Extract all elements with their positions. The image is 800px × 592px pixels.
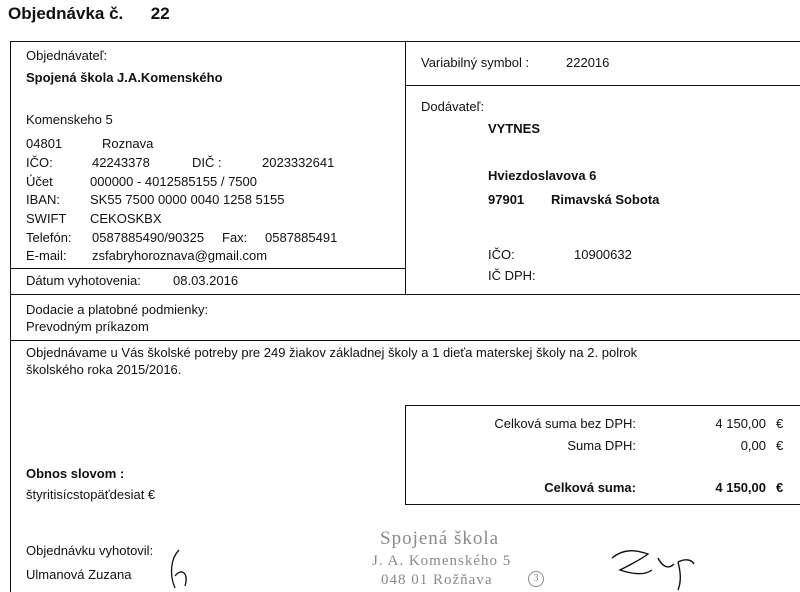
supplier-ico-label: IČO: (488, 247, 515, 262)
total-label: Celková suma: (544, 480, 636, 495)
title-label: Objednávka č. (8, 4, 124, 23)
currency-2: € (776, 438, 784, 453)
conditions-bottom (10, 340, 800, 341)
amount-words-label: Obnos slovom : (26, 466, 125, 481)
vertical-divider (405, 41, 406, 294)
issued-by-name: Ulmanová Zuzana (26, 567, 132, 582)
total-value: 4 150,00 (715, 480, 766, 495)
date-value: 08.03.2016 (173, 273, 239, 288)
signature-approver (608, 540, 704, 592)
totals-box-left (405, 405, 406, 505)
order-number: 22 (150, 4, 170, 23)
vat-label: Suma DPH: (567, 438, 636, 453)
customer-email: zsfabryhoroznava@gmail.com (92, 248, 268, 263)
customer-account-label: Účet (26, 174, 53, 189)
stamp-line2: J. A. Komenského 5 (372, 553, 512, 569)
customer-swift: CEKOSKBX (90, 211, 162, 226)
total-without-vat-value: 4 150,00 (715, 416, 766, 431)
date-divider (10, 268, 405, 269)
customer-fax-label: Fax: (222, 230, 248, 245)
customer-dic-label: DIČ : (192, 155, 222, 170)
customer-phone-label: Telefón: (26, 230, 72, 245)
totals-box-top (405, 405, 800, 406)
customer-swift-label: SWIFT (26, 211, 67, 226)
document-title (8, 4, 170, 24)
supplier-bottom (405, 294, 800, 295)
supplier-ico: 10900632 (574, 247, 632, 262)
supplier-street: Hviezdoslavova 6 (488, 168, 597, 183)
supplier-icdph-label: IČ DPH: (488, 268, 536, 283)
varsym-divider (405, 85, 800, 86)
customer-street: Komenskeho 5 (26, 112, 113, 127)
stamp-mark: 3 (528, 571, 544, 587)
currency-1: € (776, 416, 784, 431)
customer-zip: 04801 (26, 136, 63, 151)
order-text-line1: Objednávame u Vás školské potreby pre 249 žiakov základnej školy a 1 dieťa materskej školy na 2. polrok (26, 345, 638, 360)
customer-iban: SK55 7500 0000 0040 1258 5155 (90, 192, 285, 207)
customer-ico-label: IČO: (26, 155, 53, 170)
totals-box-bottom (405, 504, 800, 505)
supplier-zip: 97901 (488, 192, 525, 207)
customer-fax: 0587885491 (265, 230, 338, 245)
customer-ico: 42243378 (92, 155, 150, 170)
currency-3: € (776, 480, 784, 495)
supplier-label: Dodávateľ: (421, 99, 485, 114)
customer-iban-label: IBAN: (26, 192, 60, 207)
supplier-name: VYTNES (488, 121, 541, 136)
customer-dic: 2023332641 (262, 155, 335, 170)
signature-issuer (165, 548, 205, 592)
conditions-label: Dodacie a platobné podmienky: (26, 302, 209, 317)
stamp-line1: Spojená škola (380, 528, 500, 549)
variable-symbol-label: Variabilný symbol : (421, 55, 530, 70)
supplier-city: Rimavská Sobota (551, 192, 660, 207)
amount-words-value: štyritisícstopäťdesiat € (26, 487, 156, 502)
customer-email-label: E-mail: (26, 248, 67, 263)
customer-city: Roznava (102, 136, 154, 151)
order-text-line2: školského roka 2015/2016. (26, 362, 182, 377)
issued-by-label: Objednávku vyhotovil: (26, 543, 154, 558)
conditions-top (10, 294, 405, 295)
customer-phone: 0587885490/90325 (92, 230, 205, 245)
frame-left (10, 41, 11, 592)
total-without-vat-label: Celková suma bez DPH: (494, 416, 636, 431)
conditions-value: Prevodným príkazom (26, 319, 149, 334)
variable-symbol-value: 222016 (566, 55, 610, 70)
customer-name: Spojená škola J.A.Komenského (26, 70, 223, 85)
vat-value: 0,00 (740, 438, 766, 453)
stamp-line3: 048 01 Rožňava (381, 572, 493, 588)
customer-account: 000000 - 4012585155 / 7500 (90, 174, 257, 189)
date-label: Dátum vyhotovenia: (26, 273, 141, 288)
customer-label: Objednávateľ: (26, 48, 108, 63)
